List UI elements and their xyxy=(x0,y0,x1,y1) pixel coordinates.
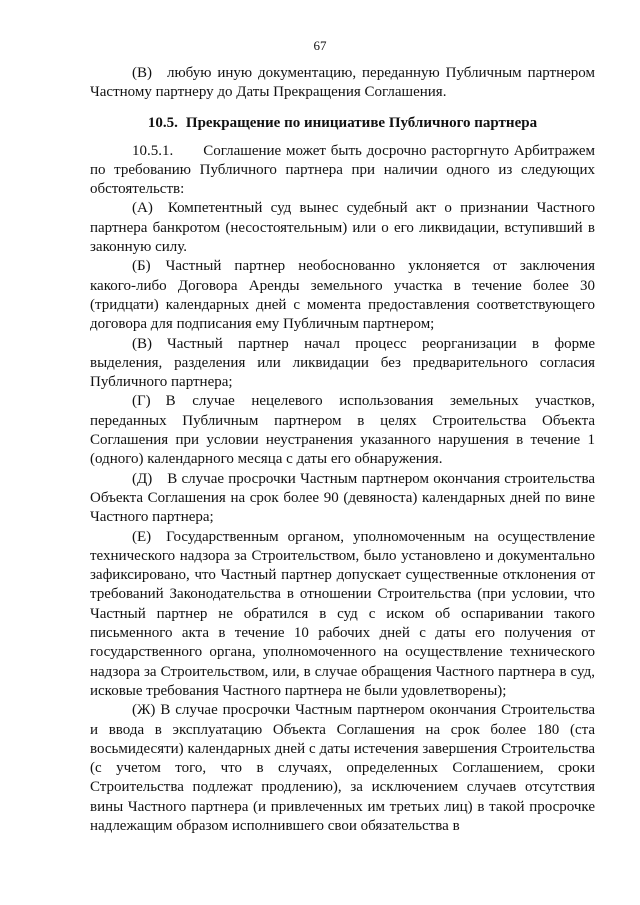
paragraph-clause-10-5-1: 10.5.1. Соглашение может быть досрочно расторгнуто Арбитражем по требованию Публичного партнера при наличии одного из следующих обстоятельств: xyxy=(90,142,595,198)
paragraph-item-b: (Б) Частный партнер необоснованно уклоняется от заключения какого-либо Договора Аренды земельного участка в течение более 30 (тридцати) календарных дней с момента предоставления соответствующего договора для подписания ему Публичным партнером; xyxy=(90,258,595,333)
paragraph-item-v-documentation: (В) любую иную документацию, переданную Публичным партнером Частному партнеру до Даты Прекращения Соглашения. xyxy=(90,65,595,101)
paragraph-item-zh: (Ж) В случае просрочки Частным партнером окончания Строительства и ввода в эксплуатацию Объекта Соглашения на срок более 180 (ста восьмидесяти) календарных дней с даты истечения завершения Строительства (с учетом того, что в случаях, определенных Соглашением, сроки Строительства подлежат продлению), за исключением случаев отсутствия вины Частного партнера (и привлеченных им третьих лиц) в такой просрочке надлежащим образом исполнившего свои обязательства в xyxy=(90,702,595,834)
page-number: 67 xyxy=(313,38,327,53)
section-title: Прекращение по инициативе Публичного партнера xyxy=(185,114,538,131)
paragraph-item-e: (Е) Государственным органом, уполномоченным на осуществление технического надзора за Строительством, было установлено и документально зафиксировано, что Частный партнер допускает существенные отклонения от требований Законодательства в отношении Строительства (при условии, что Частный партнер не обратился в суд с иском об оспаривании такого письменного акта в течение 10 рабочих дней с даты его получения от государственного органа, уполномоченного на осуществление технического надзора за Строительством, или, в случае обращения Частного партнера в суд, исковые требования Частного партнера не были удовлетворены); xyxy=(90,528,595,699)
paragraph-item-d: (Д) В случае просрочки Частным партнером окончания строительства Объекта Соглашения на срок более 90 (девяноста) календарных дней по вине Частного партнера; xyxy=(90,470,595,526)
document-body xyxy=(90,64,595,836)
section-number: 10.5. xyxy=(147,114,178,131)
section-heading xyxy=(90,114,595,133)
paragraph-item-a: (А) Компетентный суд вынес судебный акт о признании Частного партнера банкротом (несостоятельным) или о его ликвидации, вступивший в законную силу. xyxy=(90,200,595,256)
paragraph-item-g: (Г) В случае нецелевого использования земельных участков, переданных Публичным партнером в целях Строительства Объекта Соглашения при условии неустранения указанного нарушения в течение 1 (одного) календарного месяца с даты его обнаружения. xyxy=(90,393,595,468)
paragraph-item-v: (В) Частный партнер начал процесс реорганизации в форме выделения, разделения или ликвидации без предварительного согласия Публичного партнера; xyxy=(90,335,595,391)
